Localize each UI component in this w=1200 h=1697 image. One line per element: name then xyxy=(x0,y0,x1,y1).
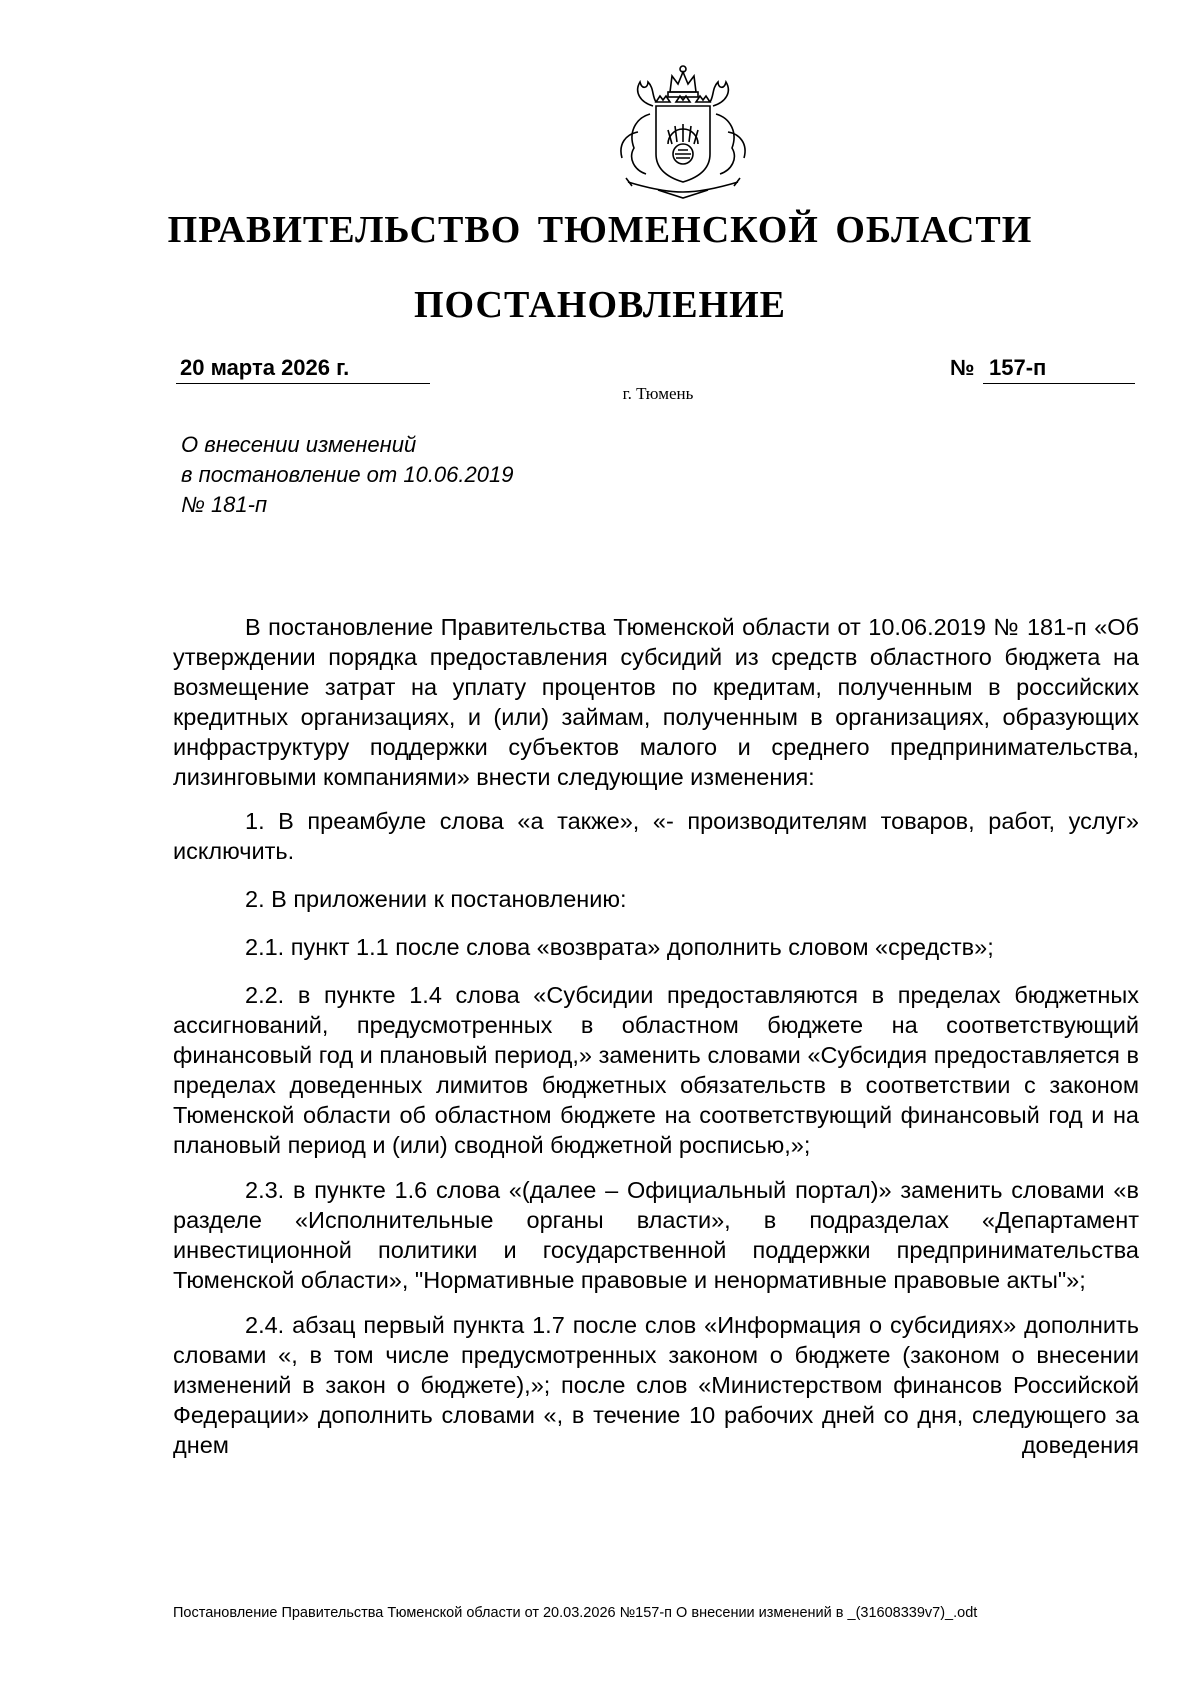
subject-line: О внесении изменений xyxy=(181,432,417,457)
subject-line: в постановление от 10.06.2019 xyxy=(181,462,514,487)
document-footer: Постановление Правительства Тюменской области от 20.03.2026 №157-п О внесении изменений в _(31608339v7)_.odt xyxy=(173,1605,978,1621)
body-item-2-2: 2.2. в пункте 1.4 слова «Субсидии предоставляются в пределах бюджетных ассигнований, предусмотренных в областном бюджете на соответствующий финансовый год и плановый период,» заменить словами «Субсидия предоставляется в пределах доведенных лимитов бюджетных обязательств в соответствии с законом Тюменской области об областном бюджете на соответствующий финансовый год и на плановый период и (или) сводной бюджетной росписью,»; xyxy=(173,982,1139,1158)
document-body xyxy=(173,612,1139,1460)
body-item-2-3: 2.3. в пункте 1.6 слова «(далее – Официальный портал)» заменить словами «в разделе «Исполнительные органы власти», в подразделах «Департамент инвестиционной политики и государственной поддержки предпринимательства Тюменской области», "Нормативные правовые и ненормативные правовые акты"»; xyxy=(173,1177,1139,1293)
body-intro-paragraph: В постановление Правительства Тюменской области от 10.06.2019 № 181-п «Об утверждении порядка предоставления субсидий из средств областного бюджета на возмещение затрат на уплату процентов по кредитам, полученным в российских кредитных организациях, и (или) займам, полученным в организациях, образующих инфраструктуру поддержки субъектов малого и среднего предпринимательства, лизинговыми компаниями» внести следующие изменения: xyxy=(173,614,1139,790)
document-city: г. Тюмень xyxy=(622,384,694,403)
coat-of-arms-emblem xyxy=(598,62,768,200)
document-number-label: № xyxy=(950,355,975,380)
document-type-title: ПОСТАНОВЛЕНИЕ xyxy=(413,284,787,326)
body-item-2-1: 2.1. пункт 1.1 после слова «возврата» дополнить словом «средств»; xyxy=(245,934,994,960)
body-item-2: 2. В приложении к постановлению: xyxy=(245,886,627,912)
body-item-2-4: 2.4. абзац первый пункта 1.7 после слов «Информация о субсидиях» дополнить словами «, в том числе предусмотренных законом о бюджете (законом о внесении изменений в закон о бюджете),»; после слов «Министерством финансов Российской Федерации» дополнить словами «, в течение 10 рабочих дней со дня, следующего за днем доведения xyxy=(173,1312,1139,1458)
subject-line: № 181-п xyxy=(181,492,268,517)
document-date: 20 марта 2026 г. xyxy=(176,352,430,384)
government-title: ПРАВИТЕЛЬСТВО ТЮМЕНСКОЙ ОБЛАСТИ xyxy=(167,209,1033,251)
document-subject xyxy=(181,430,681,520)
document-number: 157-п xyxy=(983,352,1135,384)
body-item-1: 1. В преамбуле слова «а также», «- производителям товаров, работ, услуг» исключить. xyxy=(173,808,1139,864)
